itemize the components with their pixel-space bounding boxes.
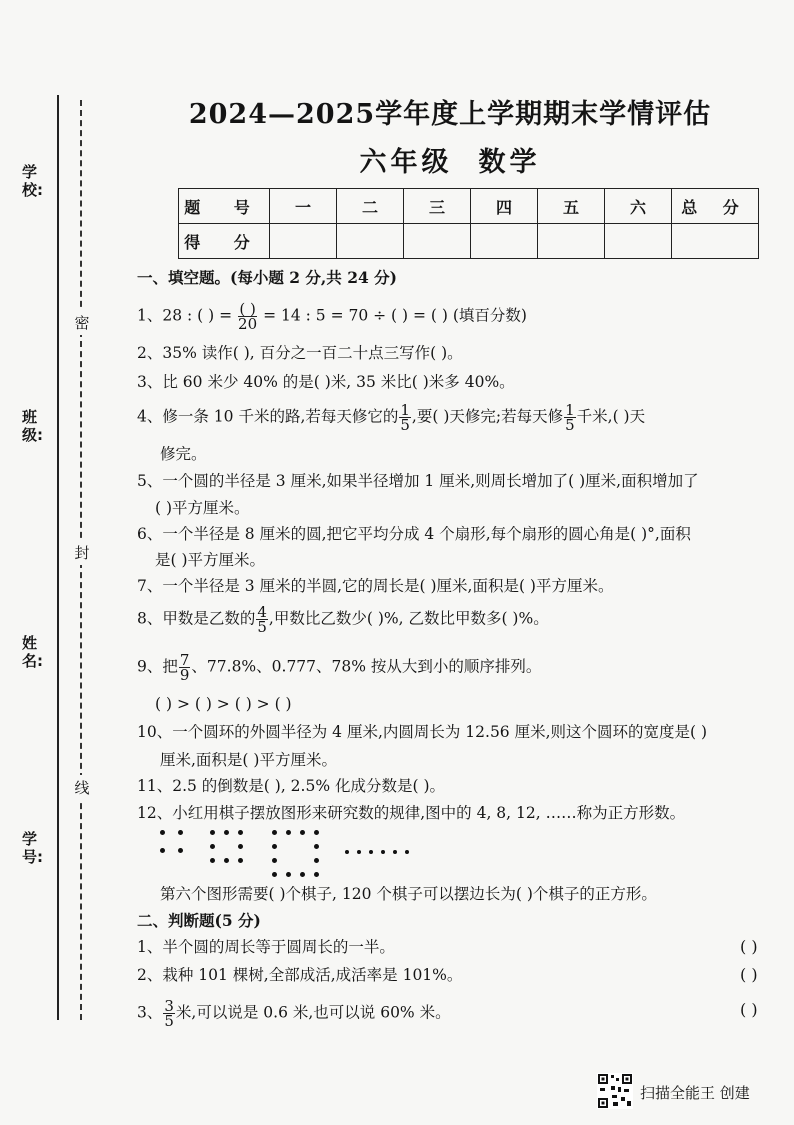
q9-fraction <box>179 653 191 682</box>
grade-label: 六年级 <box>359 147 453 178</box>
subject-label: 数学 <box>478 147 541 178</box>
chess-piece-dot <box>357 850 361 854</box>
q4-f2-num: 1 <box>565 401 575 419</box>
score-cell <box>605 224 672 259</box>
chess-piece-dot <box>381 850 385 854</box>
q4-part-c: 千米,( )天 <box>576 407 646 426</box>
q8-part-a: 8、甲数是乙数的 <box>137 609 256 628</box>
seal-char-feng: 封 <box>72 540 92 565</box>
score-table-header-row <box>179 189 759 224</box>
chess-piece-dot <box>393 850 397 854</box>
q4-f1-den: 5 <box>400 416 410 434</box>
name-label: 姓名: <box>22 634 43 670</box>
chess-piece-dot <box>314 872 319 877</box>
section2-heading: 二、判断题(5 分) <box>137 911 261 930</box>
question-5-cont: ( )平方厘米。 <box>155 499 250 517</box>
chess-piece-dot <box>314 858 319 863</box>
chess-piece-dot <box>300 830 305 835</box>
question-4 <box>137 403 645 432</box>
chess-piece-dot <box>272 844 277 849</box>
question-8 <box>137 605 549 634</box>
judge-1: 1、半个圆的周长等于圆周长的一半。 <box>137 938 395 956</box>
chess-piece-dot <box>272 858 277 863</box>
score-cell <box>672 224 759 259</box>
exam-title: 2024—2025学年度上学期期末学情评估 <box>188 99 712 130</box>
q8-fraction <box>256 605 268 634</box>
q9-part-b: 、77.8%、0.777、78% 按从大到小的顺序排列。 <box>191 657 542 676</box>
chess-piece-dot <box>178 830 183 835</box>
score-col-1: 一 <box>270 189 337 224</box>
chess-piece-dot <box>272 830 277 835</box>
question-2: 2、35% 读作( ), 百分之一百二十点三写作( )。 <box>137 344 463 362</box>
chess-piece-dot <box>286 830 291 835</box>
q4-fraction-2 <box>564 403 576 432</box>
q1-frac-den: 20 <box>238 315 258 333</box>
score-cell <box>270 224 337 259</box>
question-7: 7、一个半径是 3 厘米的半圆,它的周长是( )厘米,面积是( )平方厘米。 <box>137 577 614 595</box>
score-col-3: 三 <box>404 189 471 224</box>
section1-heading: 一、填空题。(每小题 2 分,共 24 分) <box>137 268 398 287</box>
chess-piece-dot <box>272 872 277 877</box>
score-col-label: 题 号 <box>179 189 270 224</box>
j3-part-a: 3、 <box>137 1003 163 1022</box>
j3-f-den: 5 <box>164 1012 174 1030</box>
school-label: 学校: <box>22 163 43 199</box>
question-6: 6、一个半径是 8 厘米的圆,把它平均分成 4 个扇形,每个扇形的圆心角是( )°,面积 <box>137 525 691 543</box>
chess-piece-dot <box>314 844 319 849</box>
j3-f-num: 3 <box>164 997 174 1015</box>
judge-3 <box>137 999 451 1028</box>
seal-char-mi: 密 <box>72 310 92 335</box>
j3-part-b: 米,可以说是 0.6 米,也可以说 60% 米。 <box>175 1003 451 1022</box>
score-col-4: 四 <box>471 189 538 224</box>
score-col-2: 二 <box>337 189 404 224</box>
question-5: 5、一个圆的半径是 3 厘米,如果半径增加 1 厘米,则周长增加了( )厘米,面积增加了 <box>137 472 699 490</box>
chess-piece-dot <box>238 844 243 849</box>
chess-piece-dot <box>160 848 165 853</box>
student-id-label: 学号: <box>22 830 43 866</box>
score-col-6: 六 <box>605 189 672 224</box>
chess-piece-dot <box>160 830 165 835</box>
question-10: 10、一个圆环的外圆半径为 4 厘米,内圆周长为 12.56 厘米,则这个圆环的宽度是( ) <box>137 723 708 741</box>
question-9 <box>137 653 541 682</box>
score-table <box>178 188 759 259</box>
judge-1-answer[interactable]: ( ) <box>740 937 758 956</box>
chess-piece-dot <box>405 850 409 854</box>
question-10-cont: 厘米,面积是( )平方厘米。 <box>160 751 337 769</box>
question-6-cont: 是( )平方厘米。 <box>155 551 266 569</box>
scanner-watermark: 扫描全能王 创建 <box>640 1084 750 1102</box>
score-cell <box>538 224 605 259</box>
question-4-cont: 修完。 <box>160 445 207 463</box>
q9-part-a: 9、把 <box>137 657 178 676</box>
q1-frac-num: ( ) <box>239 300 256 318</box>
chess-piece-dot <box>224 858 229 863</box>
score-col-total: 总 分 <box>672 189 759 224</box>
judge-3-answer[interactable]: ( ) <box>740 1000 758 1019</box>
q8-f-den: 5 <box>257 618 267 636</box>
class-label: 班级: <box>22 408 43 444</box>
score-cell <box>471 224 538 259</box>
q1-part-a: 1、28 : ( ) = <box>137 306 233 325</box>
q9-f-den: 9 <box>179 666 190 684</box>
question-11: 11、2.5 的倒数是( ), 2.5% 化成分数是( )。 <box>137 777 446 795</box>
question-1 <box>137 302 527 331</box>
score-cell <box>404 224 471 259</box>
q1-fraction <box>238 302 257 331</box>
score-table-score-row <box>179 224 759 259</box>
chess-piece-dot <box>210 844 215 849</box>
chess-piece-dot <box>314 830 319 835</box>
judge-2: 2、栽种 101 棵树,全部成活,成活率是 101%。 <box>137 966 463 984</box>
score-col-5: 五 <box>538 189 605 224</box>
q4-part-b: ,要( )天修完;若每天修 <box>411 407 564 426</box>
q8-f-num: 4 <box>257 603 267 621</box>
chess-piece-dot <box>286 872 291 877</box>
chess-piece-dot <box>238 858 243 863</box>
exam-subtitle <box>150 140 750 179</box>
qr-code-icon <box>597 1073 633 1109</box>
chess-piece-dot <box>369 850 373 854</box>
judge-2-answer[interactable]: ( ) <box>740 965 758 984</box>
question-12-cont: 第六个图形需要( )个棋子, 120 个棋子可以摆边长为( )个棋子的正方形。 <box>160 885 657 903</box>
score-cell <box>337 224 404 259</box>
binding-solid-line <box>57 95 59 1020</box>
chess-piece-dot <box>238 830 243 835</box>
q4-part-a: 4、修一条 10 千米的路,若每天修它的 <box>137 407 399 426</box>
q8-part-b: ,甲数比乙数少( )%, 乙数比甲数多( )%。 <box>268 609 549 628</box>
q1-part-b: = 14 : 5 = 70 ÷ ( ) = ( ) (填百分数) <box>263 306 527 325</box>
q4-fraction-1 <box>399 403 411 432</box>
score-row-label: 得 分 <box>179 224 270 259</box>
j3-fraction <box>163 999 175 1028</box>
chess-piece-dot <box>300 872 305 877</box>
q4-f1-num: 1 <box>400 401 410 419</box>
question-12: 12、小红用棋子摆放图形来研究数的规律,图中的 4, 8, 12, ……称为正方形数。 <box>137 804 686 822</box>
seal-char-xian: 线 <box>72 775 92 800</box>
chess-piece-dot <box>210 830 215 835</box>
q4-f2-den: 5 <box>565 416 575 434</box>
question-9-order: ( ) > ( ) > ( ) > ( ) <box>155 695 292 713</box>
chess-piece-dot <box>210 858 215 863</box>
chess-piece-dot <box>345 850 349 854</box>
q9-f-num: 7 <box>179 651 190 669</box>
chess-piece-dot <box>178 848 183 853</box>
chess-piece-dot <box>224 830 229 835</box>
question-3: 3、比 60 米少 40% 的是( )米, 35 米比( )米多 40%。 <box>137 373 515 391</box>
